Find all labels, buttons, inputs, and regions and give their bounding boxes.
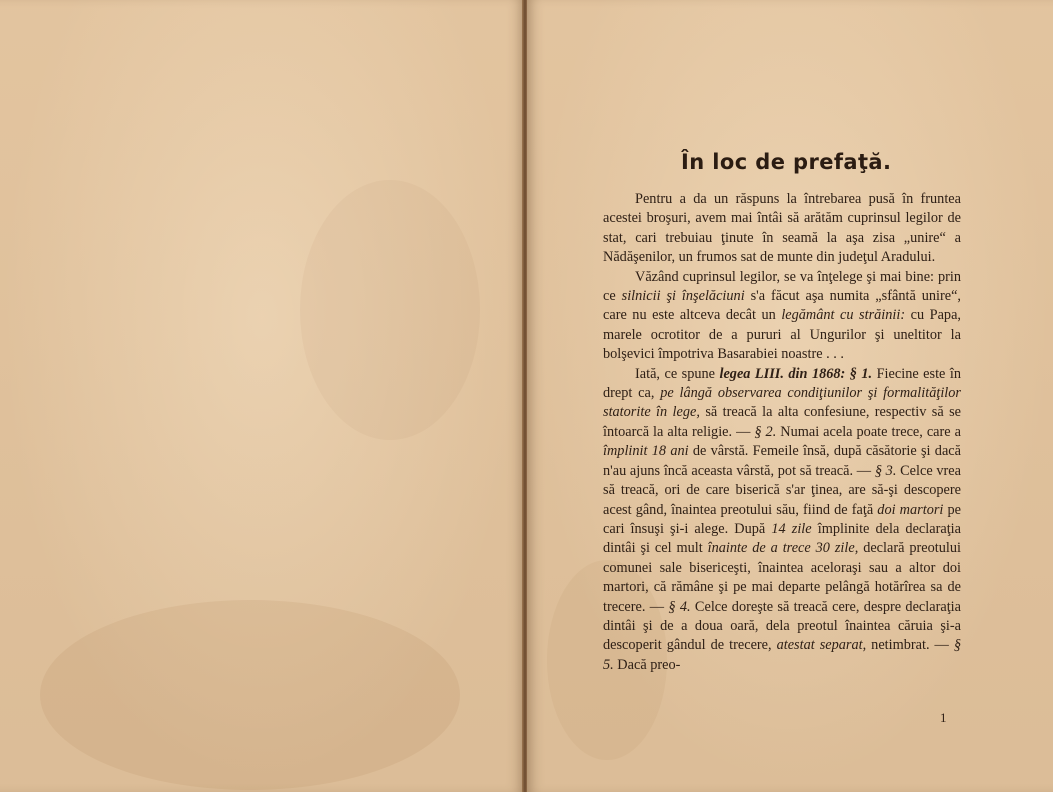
text-segment: s'a făcut aşa numita „sfântă unire“, care nu este altceva decât un <box>603 288 962 324</box>
text-segment: de vârstă. Femeile însă, după căsătorie şi dacă n'au ajuns încă aceasta vârstă, pot să treacă. — <box>603 443 961 479</box>
emphasis-segment: § 4. <box>668 598 691 615</box>
text-segment: declară preotului comunei sale bisericeşti, înaintea aceloraşi sau a altor doi martori, că rămâne şi pe mai departe pelângă hotărîrea sa de trecere. — <box>603 540 961 615</box>
page-heading: În loc de prefaţă. <box>681 150 892 174</box>
emphasis-segment: împlinit 18 ani <box>603 443 689 460</box>
paper-stain <box>300 180 480 440</box>
emphasis-segment: pe lângă observarea condiţiunilor şi formalităţilor statorite în lege, <box>603 385 961 421</box>
text-segment: netimbrat. — <box>866 637 954 654</box>
page-number: 1 <box>940 710 947 725</box>
text-segment: Celce vrea să treacă, ori de care biserică s'ar ţinea, are să-şi descopere acest gând, înaintea preotului său, fiind de faţă <box>603 462 961 518</box>
emphasis-segment: silnicii şi înşelăciuni <box>621 288 745 305</box>
text-segment: pe cari însuşi şi-i alege. După <box>603 501 962 537</box>
emphasis-segment: § 5. <box>603 637 961 673</box>
emphasis-segment: § 3. <box>874 462 897 479</box>
emphasis-segment: înainte de a trece 30 zile, <box>707 540 859 557</box>
emphasis-segment: § 2. <box>754 423 777 440</box>
emphasis-segment: legământ cu străinii: <box>781 307 906 324</box>
text-segment: Numai acela poate trece, care a <box>776 423 961 440</box>
emphasis-segment: legea LIII. din 1868: § 1. <box>719 365 873 382</box>
text-segment: Iată, ce spune <box>635 365 720 382</box>
paragraph <box>603 190 961 268</box>
text-segment: împlinite dela declaraţia dintâi şi cel mult <box>603 520 961 557</box>
text-segment: Văzând cuprinsul legilor, se va înţelege şi mai bine: prin ce <box>603 268 961 305</box>
text-segment: Fiecine este în drept ca, <box>603 365 961 402</box>
text-segment: cu Papa, marele ocrotitor de a pururi al Ungurilor şi uneltitor la bolşevici împotriva Basarabiei noastre . . . <box>603 307 961 363</box>
text-segment: să treacă la alta confesiune, respectiv să se întoarcă la alta religie. — <box>603 404 961 440</box>
paper-stain <box>40 600 460 790</box>
emphasis-segment: doi martori <box>877 501 944 518</box>
emphasis-segment: atestat separat, <box>776 637 867 654</box>
body-text <box>603 190 961 675</box>
text-segment: Dacă preo- <box>613 656 681 673</box>
text-segment: Pentru a da un răspuns la întrebarea pusă în fruntea acestei broşuri, avem mai întâi să arătăm cuprinsul legilor de stat, cari trebuiau ţinute în seamă la aşa zisa „unire“ a Nădăşenilor, un frumos sat de munte din judeţul Aradului. <box>603 191 961 266</box>
text-segment: Celce doreşte să treacă cere, despre declaraţia dintâi şi de a doua oară, dela preotul înaintea căruia şi-a descoperit gândul de trecere, <box>603 598 961 654</box>
paragraph <box>603 365 961 676</box>
left-page-blank <box>0 0 524 792</box>
paragraph <box>603 268 961 365</box>
emphasis-segment: 14 zile <box>771 520 812 537</box>
